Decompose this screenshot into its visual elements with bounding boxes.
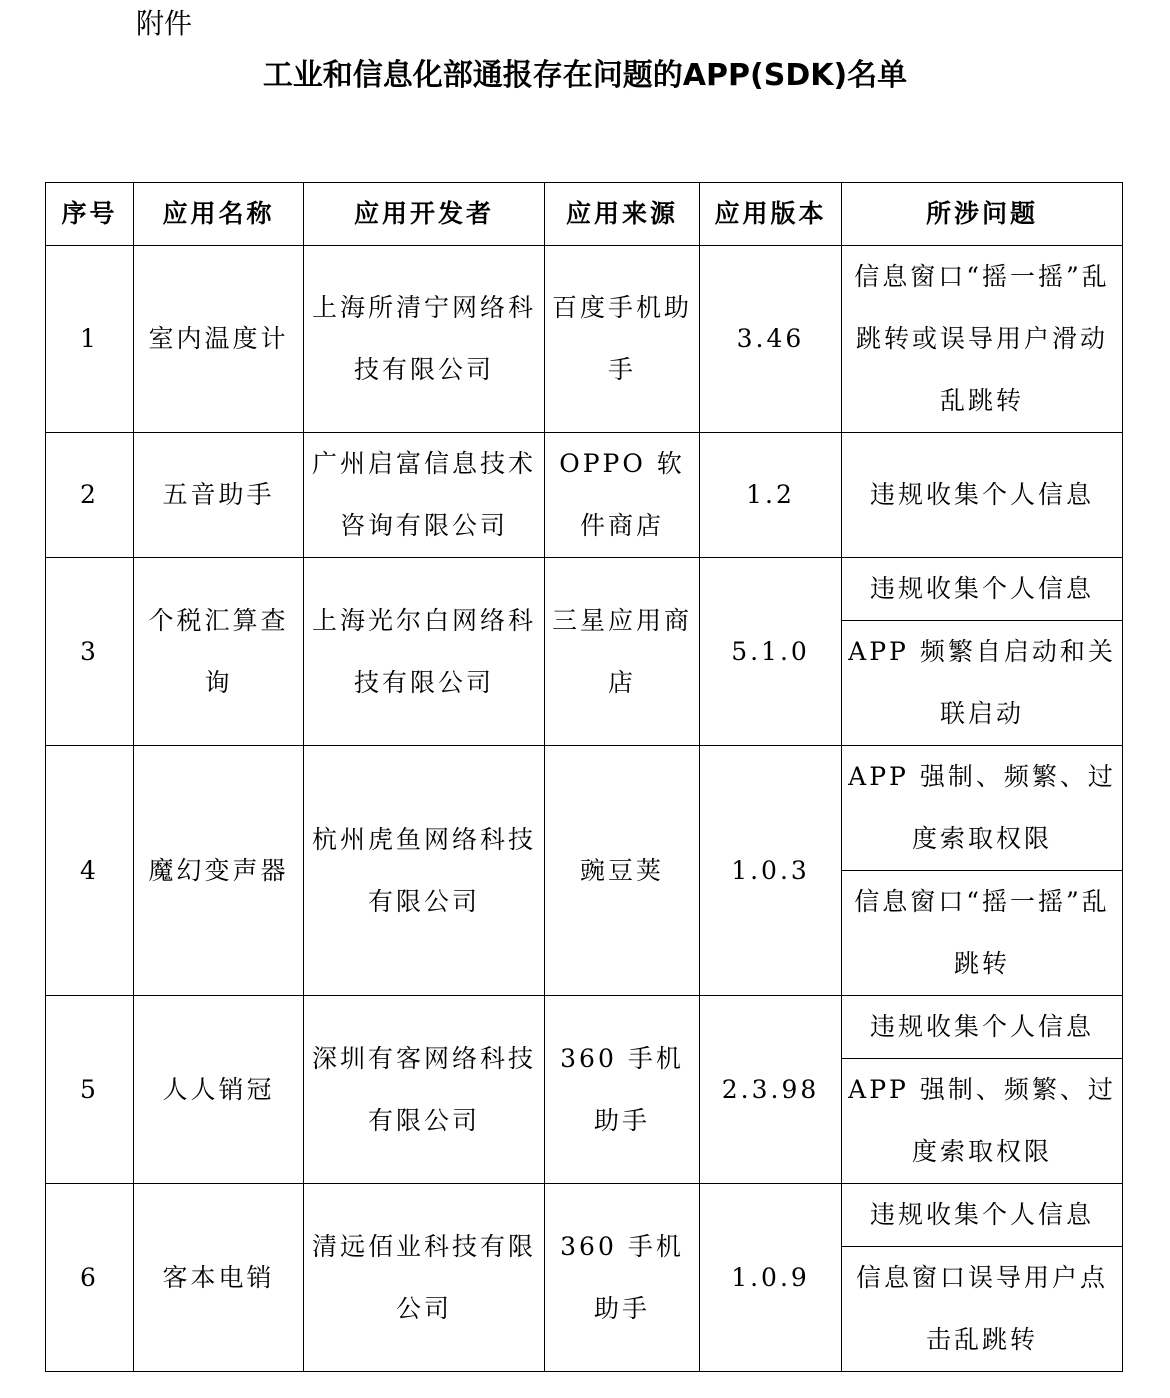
- row-index: 3: [46, 558, 134, 746]
- table-row: [46, 996, 1123, 1059]
- column-header-index: 序号: [46, 183, 134, 246]
- issue-cell: 违规收集个人信息: [842, 996, 1123, 1059]
- row-index: 6: [46, 1184, 134, 1372]
- document-title: 工业和信息化部通报存在问题的APP(SDK)名单: [262, 58, 908, 93]
- attachment-label: 附件: [136, 7, 193, 40]
- column-header-app-name: 应用名称: [134, 183, 304, 246]
- column-header-developer: 应用开发者: [304, 183, 545, 246]
- app-name: 五音助手: [134, 433, 304, 558]
- app-name: 室内温度计: [134, 246, 304, 433]
- app-version: 2.3.98: [700, 996, 842, 1184]
- app-source: 百度手机助手: [545, 246, 700, 433]
- app-version: 1.0.9: [700, 1184, 842, 1372]
- issue-cell: 违规收集个人信息: [842, 433, 1123, 558]
- column-header-issues: 所涉问题: [842, 183, 1123, 246]
- app-version: 1.2: [700, 433, 842, 558]
- table-row: [46, 433, 1123, 558]
- app-name: 魔幻变声器: [134, 746, 304, 996]
- app-source: 三星应用商店: [545, 558, 700, 746]
- app-developer: 杭州虎鱼网络科技有限公司: [304, 746, 545, 996]
- app-source: OPPO 软件商店: [545, 433, 700, 558]
- app-version: 3.46: [700, 246, 842, 433]
- issue-cell: 违规收集个人信息: [842, 1184, 1123, 1247]
- issue-cell: APP 频繁自启动和关联启动: [842, 621, 1123, 746]
- app-developer: 清远佰业科技有限公司: [304, 1184, 545, 1372]
- app-developer: 上海光尔白网络科技有限公司: [304, 558, 545, 746]
- app-list-table: [45, 182, 1123, 1372]
- app-name: 个税汇算查询: [134, 558, 304, 746]
- row-index: 2: [46, 433, 134, 558]
- app-name: 人人销冠: [134, 996, 304, 1184]
- issue-cell: 信息窗口“摇一摇”乱跳转或误导用户滑动乱跳转: [842, 246, 1123, 433]
- app-developer: 上海所清宁网络科技有限公司: [304, 246, 545, 433]
- app-developer: 广州启富信息技术咨询有限公司: [304, 433, 545, 558]
- app-name: 客本电销: [134, 1184, 304, 1372]
- app-version: 5.1.0: [700, 558, 842, 746]
- row-index: 5: [46, 996, 134, 1184]
- issue-cell: 信息窗口“摇一摇”乱跳转: [842, 871, 1123, 996]
- column-header-source: 应用来源: [545, 183, 700, 246]
- issue-cell: 违规收集个人信息: [842, 558, 1123, 621]
- row-index: 4: [46, 746, 134, 996]
- table-row: [46, 246, 1123, 433]
- app-version: 1.0.3: [700, 746, 842, 996]
- app-source: 豌豆荚: [545, 746, 700, 996]
- table-row: [46, 558, 1123, 621]
- row-index: 1: [46, 246, 134, 433]
- issue-cell: APP 强制、频繁、过度索取权限: [842, 1059, 1123, 1184]
- issue-cell: APP 强制、频繁、过度索取权限: [842, 746, 1123, 871]
- table-row: [46, 746, 1123, 871]
- app-source: 360 手机助手: [545, 996, 700, 1184]
- table-header-row: [46, 183, 1123, 246]
- app-source: 360 手机助手: [545, 1184, 700, 1372]
- issue-cell: 信息窗口误导用户点击乱跳转: [842, 1247, 1123, 1372]
- table-row: [46, 1184, 1123, 1247]
- app-developer: 深圳有客网络科技有限公司: [304, 996, 545, 1184]
- column-header-version: 应用版本: [700, 183, 842, 246]
